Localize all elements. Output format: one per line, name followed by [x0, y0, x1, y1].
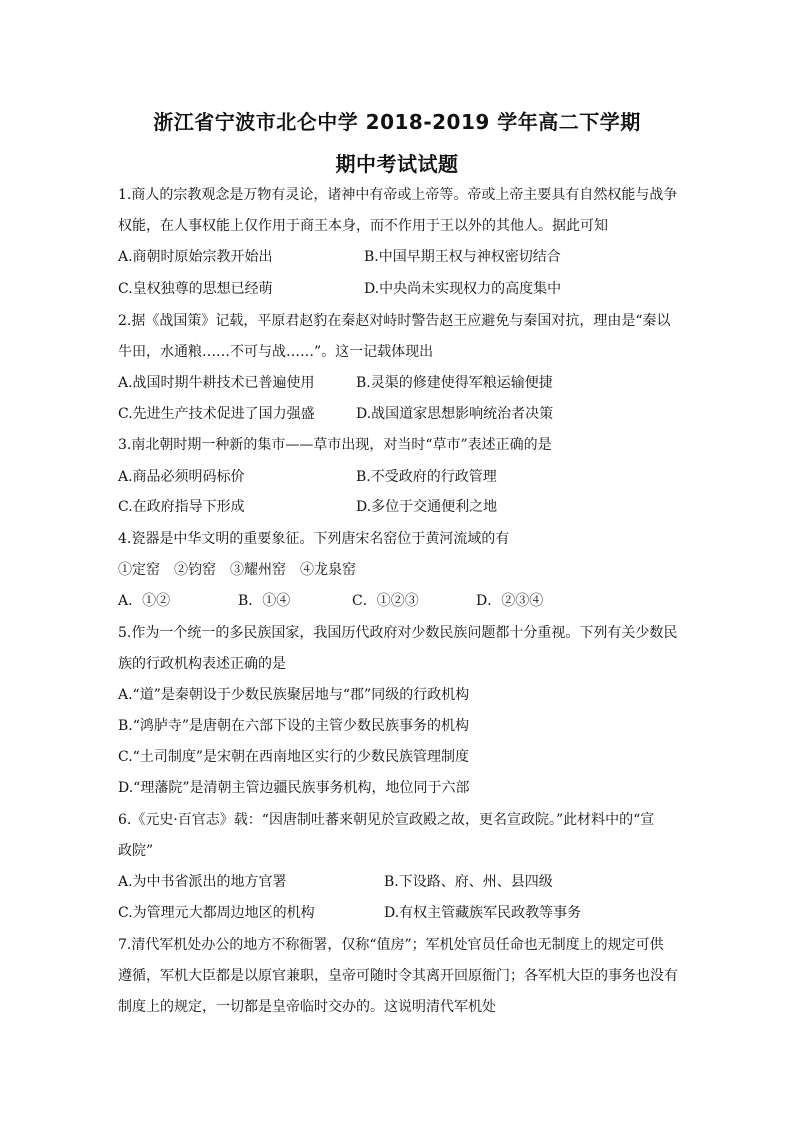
question-6-option-a: A.为中书省派出的地方官署	[118, 874, 287, 890]
question-2-option-a: A.战国时期牛耕技术已普遍使用	[118, 375, 315, 391]
question-4-option-a: A．①②	[118, 593, 171, 609]
question-6-option-c: C.为管理元大都周边地区的机构	[118, 905, 315, 921]
question-1-stem-cont: 权能，在人事权能上仅作用于商王本身，而不作用于王以外的其他人。据此可知	[118, 218, 608, 234]
question-7-stem-end: 制度上的规定，一切都是皇帝临时交办的。这说明清代军机处	[118, 999, 496, 1015]
question-1-option-d: D.中央尚未实现权力的高度集中	[364, 281, 562, 297]
question-6-stem: 6.《元史·百官志》载：“因唐制吐蕃来朝见於宣政殿之故，更名宣政院。”此材料中的“宣	[118, 812, 655, 828]
exam-title: 浙江省宁波市北仑中学 2018-2019 学年高二下学期	[153, 110, 641, 134]
question-1-option-c: C.皇权独尊的思想已经萌	[118, 281, 273, 297]
question-6-option-b: B.下设路、府、州、县四级	[384, 874, 553, 890]
question-3-stem: 3.南北朝时期一种新的集市——草市出现，对当时“草市”表述正确的是	[118, 437, 552, 453]
question-5-option-b: B.“鸿胪寺”是唐朝在六部下设的主管少数民族事务的机构	[118, 718, 470, 734]
question-4-items: ①定窑 ②钧窑 ③耀州窑 ④龙泉窑	[118, 562, 356, 578]
question-2-option-b: B.灵渠的修建使得军粮运输便捷	[356, 375, 553, 391]
question-1-stem: 1.商人的宗教观念是万物有灵论，诸神中有帝或上帝等。帝或上帝主要具有自然权能与战争	[118, 187, 678, 203]
question-5-option-c: C.“土司制度”是宋朝在西南地区实行的少数民族管理制度	[118, 749, 469, 765]
question-7-stem-cont: 遵循，军机大臣都是以原官兼职，皇帝可随时令其离开回原衙门；各军机大臣的事务也没有	[118, 968, 678, 984]
question-4-stem: 4.瓷器是中华文明的重要象征。下列唐宋名窑位于黄河流域的有	[118, 531, 510, 547]
question-3-option-c: C.在政府指导下形成	[118, 499, 245, 515]
question-4-option-b: B．①④	[238, 593, 291, 609]
question-3-option-d: D.多位于交通便利之地	[356, 499, 498, 515]
question-5-option-a: A.“道”是秦朝设于少数民族聚居地与“郡”同级的行政机构	[118, 687, 470, 703]
exam-subtitle: 期中考试试题	[335, 152, 459, 176]
question-3-option-b: B.不受政府的行政管理	[356, 469, 497, 485]
question-6-stem-cont: 政院”	[118, 843, 154, 859]
question-2-stem-cont: 牛田，水通粮……不可与战……”。这一记载体现出	[118, 344, 434, 360]
question-5-stem: 5.作为一个统一的多民族国家，我国历代政府对少数民族问题都十分重视。下列有关少数民	[118, 625, 678, 641]
question-2-option-d: D.战国道家思想影响统治者决策	[356, 406, 554, 422]
question-7-stem: 7.清代军机处办公的地方不称衙署，仅称“值房”；军机处官员任命也无制度上的规定可供	[118, 937, 664, 953]
question-5-stem-cont: 族的行政机构表述正确的是	[118, 656, 286, 672]
question-2-stem: 2.据《战国策》记载，平原君赵豹在秦赵对峙时警告赵王应避免与秦国对抗，理由是“秦以	[118, 313, 671, 329]
question-2-option-c: C.先进生产技术促进了国力强盛	[118, 406, 315, 422]
question-5-option-d: D.“理藩院”是清朝主管边疆民族事务机构，地位同于六部	[118, 780, 470, 796]
question-1-option-b: B.中国早期王权与神权密切结合	[364, 249, 561, 265]
question-4-option-c: C．①②③	[352, 593, 419, 609]
question-1-option-a: A.商朝时原始宗教开始出	[118, 249, 273, 265]
question-6-option-d: D.有权主管藏族军民政教等事务	[384, 905, 582, 921]
question-4-option-d: D．②③④	[476, 593, 544, 609]
question-3-option-a: A.商品必须明码标价	[118, 469, 245, 485]
